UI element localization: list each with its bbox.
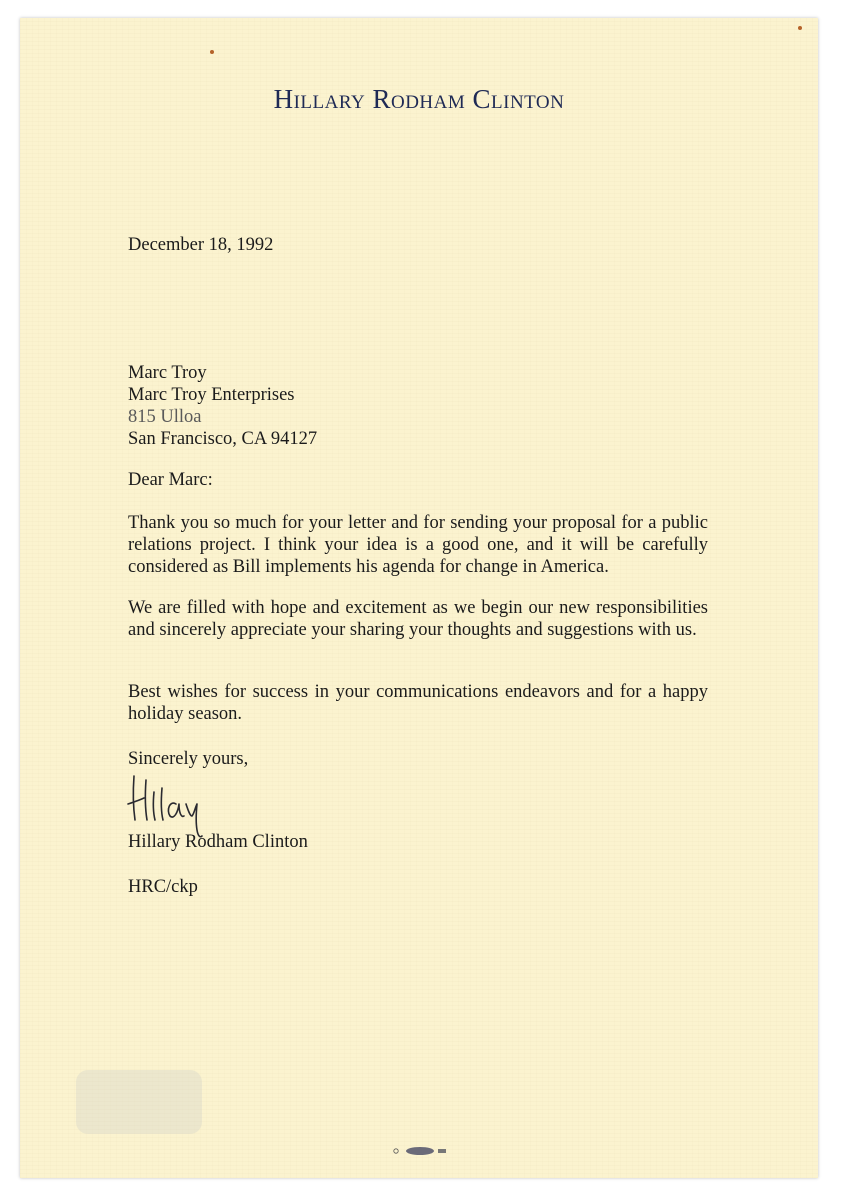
body-paragraph: Best wishes for success in your communications endeavors and for a happy holiday season. xyxy=(128,682,708,724)
letter-page xyxy=(20,18,818,1178)
letterhead-name: Hillary Rodham Clinton xyxy=(273,84,565,114)
recipient-name: Marc Troy xyxy=(128,363,207,383)
recipient-address xyxy=(128,362,708,450)
signature-name: Hillary Rodham Clinton xyxy=(128,832,308,852)
paper-smudge xyxy=(76,1070,202,1134)
recipient-street: 815 Ulloa xyxy=(128,407,202,427)
handwritten-signature xyxy=(124,770,244,840)
body-paragraph: We are filled with hope and excitement as we begin our new responsibilities and sincerely appreciate your sharing your thoughts and suggestions with us. xyxy=(128,598,708,640)
body-paragraph: Thank you so much for your letter and for sending your proposal for a public relations project. I think your idea is a good one, and it will be carefully considered as Bill implements his agenda for change in America. xyxy=(128,513,708,577)
paper-speck xyxy=(798,26,802,30)
reference-initials: HRC/ckp xyxy=(128,877,198,897)
recipient-company: Marc Troy Enterprises xyxy=(128,385,295,405)
recipient-city-state-zip: San Francisco, CA 94127 xyxy=(128,429,318,449)
union-bug-mark xyxy=(390,1146,450,1156)
letter-date: December 18, 1992 xyxy=(128,235,274,255)
paper-speck xyxy=(210,50,214,54)
closing: Sincerely yours, xyxy=(128,749,249,769)
salutation: Dear Marc: xyxy=(128,470,213,490)
